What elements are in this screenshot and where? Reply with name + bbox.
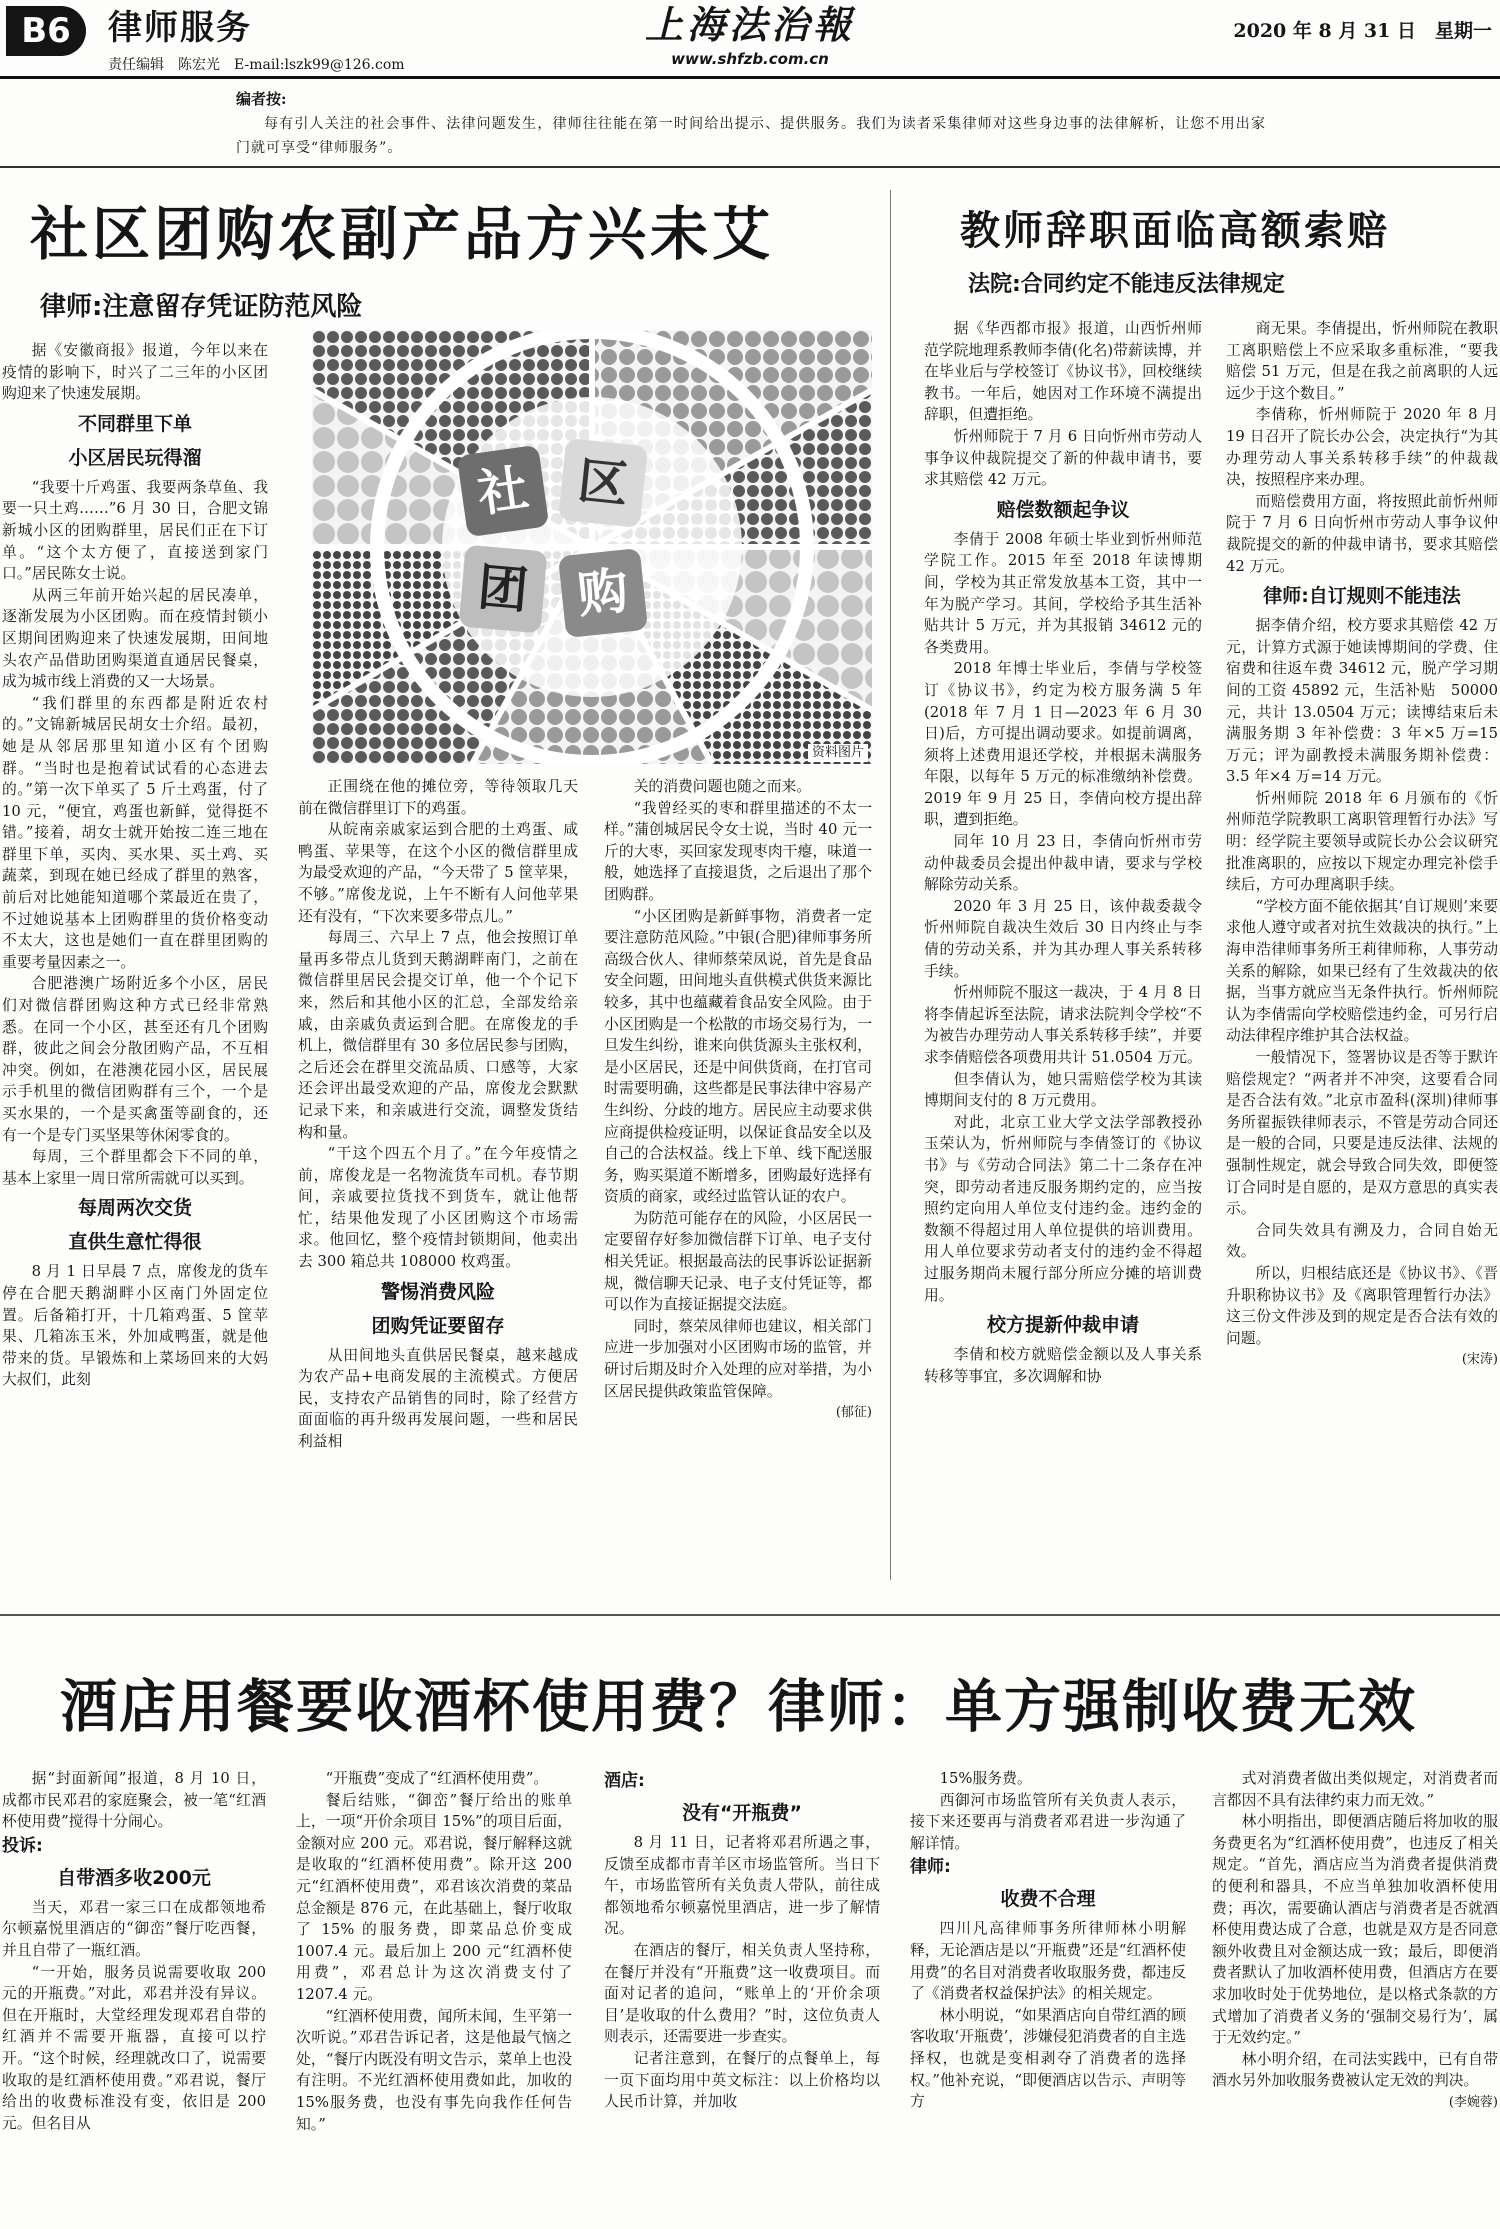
editor-line: 责任编辑 陈宏光 E-mail:lszk99@126.com <box>108 57 405 73</box>
section-label: 律师: <box>910 1857 951 1878</box>
article2-headline: 教师辞职面临高额索赔 <box>960 208 1390 254</box>
paragraph: 李倩和校方就赔偿金额以及人事关系转移等事宜，多次调解和协 <box>924 1346 1202 1385</box>
section-rule <box>0 1614 1500 1616</box>
paragraph: 据李倩介绍，校方要求其赔偿 42 万元，计算方式源于她读博期间的学费、住宿费和往返车费 34612 元，脱产学习期间的工资 45892 元，生活补贴 50000 元，共计 13.0504 万元；读博结束后未满服务期 3 年补偿费：3 年×5 万=15 万元；评为副教授未满服务期补偿费：3.5 年×4 万=14 万元。 <box>1226 617 1498 786</box>
paragraph: 同时，蔡荣凤律师也建议，相关部门应进一步加强对小区团购市场的监管，并研讨后期及时介入处理的应对举措，为小区居民提供政策监管保障。 <box>604 1317 872 1400</box>
article1-col3 <box>604 776 872 1578</box>
masthead-website: www.shfzb.com.cn <box>671 50 829 68</box>
issue-date: 2020 年 8 月 31 日 星期一 <box>1233 20 1492 42</box>
section-label: 投诉: <box>2 1835 43 1856</box>
paragraph: 而赔偿费用方面，将按照此前忻州师院于 7 月 6 日向忻州市劳动人事争议仲裁院提交的新的仲裁申请书，要求其赔偿 42 万元。 <box>1226 492 1498 575</box>
photo-caption: 资料图片 <box>808 744 868 762</box>
subheading: 校方提新仲裁申请 <box>986 1314 1139 1337</box>
paragraph: 关的消费问题也随之而来。 <box>633 778 812 795</box>
article3-byline: (李婉蓉) <box>1448 2094 1498 2110</box>
article1-photo <box>312 330 872 764</box>
paragraph: 2018 年博士毕业后，李倩与学校签订《协议书》，约定为校方服务满 5 年(2018 年 7 月 1 日—2023 年 6 月 30 日)后，方可提出调动要求。如提前调离，须将上述费用退还学校，并根据未满服务年限，以每年 5 万元的标准缴纳补偿费。2019 年 9 月 25 日，李倩向校方提出辞职，遭到拒绝。 <box>924 660 1202 829</box>
paragraph: 四川凡高律师事务所律师林小明解释，无论酒店是以“开瓶费”还是“红酒杯使用费”的名目对消费者收取服务费，都违反了《消费者权益保护法》的相关规定。 <box>910 1920 1186 2003</box>
paragraph: 一般情况下，签署协议是否等于默许赔偿规定？“两者并不冲突，这要看合同是否合法有效。”北京市盈科(深圳)律师事务所翟振铁律师表示，不管是劳动合同还是一般的合同，只要是违反法律、法规的强制性规定，就会导致合同失效，即便签订合同时是自愿的，是双方意思的真实表示。 <box>1226 1049 1498 1218</box>
paragraph: 但李倩认为，她只需赔偿学校为其读博期间支付的 8 万元费用。 <box>924 1070 1202 1110</box>
paragraph: 在酒店的餐厅，相关负责人坚持称，在餐厅并没有“开瓶费”这一收费项目。而面对记者的追问，“账单上的‘开价余项目’是收取的什么费用？”时，这位负责人则表示，还需要进一步查实。 <box>604 1941 880 2046</box>
paragraph: 8 月 1 日早晨 7 点，席俊龙的货车停在合肥天鹅湖畔小区南门外固定位置。后备箱打开，十几箱鸡蛋、5 筐苹果、几箱冻玉米，外加咸鸭蛋，就是他带来的货。早锻炼和上菜场回来的大妈大叔们，此刻 <box>2 1263 268 1389</box>
paragraph: “我们群里的东西都是附近农村的。”文锦新城居民胡女士介绍。最初，她是从邻居那里知道小区有个团购群。“当时也是抱着试试看的心态进去的。”第一次下单买了 5 斤土鸡蛋，付了 10 元，“便宜，鸡蛋也新鲜，觉得挺不错。”接着，胡女士就开始按二连三地在群里下单，买肉、买水果、买土鸡、买蔬菜，到现在她已经成了群里的熟客，前后对比她能知道哪个菜最近在贵了，不过她说基本上团购群里的货价格变动不太大，这也是她们一直在群里团购的重要考量因素之一。 <box>2 694 268 971</box>
article2-col2 <box>1226 318 1498 1580</box>
article3-col3 <box>604 1768 880 2228</box>
paragraph: 当天，邓君一家三口在成都领地希尔顿嘉悦里酒店的“御峦”餐厅吃西餐，并且自带了一瓶红酒。 <box>2 1898 266 1959</box>
subheading: 每周两次交货 <box>77 1197 192 1220</box>
paragraph: 李倩称，忻州师院于 2020 年 8 月 19 日召开了院长办公会，决定执行“为其办理劳动人事关系转移手续”的仲裁裁决，按照程序来办理。 <box>1226 406 1498 489</box>
paragraph: 从皖南亲戚家运到合肥的土鸡蛋、咸鸭蛋、苹果等，在这个小区的微信群里成为最受欢迎的产品，“今天带了 5 筐苹果，不够。”席俊龙说，上午不断有人问他苹果还有没有，“下次来要多带点儿。” <box>298 821 578 925</box>
paragraph: 正围绕在他的摊位旁，等待领取几天前在微信群里订下的鸡蛋。 <box>298 778 578 817</box>
paragraph: “红酒杯使用费，闻所未闻，生平第一次听说。”邓君告诉记者，这是他最气恼之处，“餐厅内既没有明文告示，菜单上也没有注明。不光红酒杯使用费如此，加收的 15%服务费，也没有事先向我作任何告知。” <box>296 2007 572 2133</box>
article2-subhead: 法院:合同约定不能违反法律规定 <box>968 272 1285 297</box>
paragraph: 据《安徽商报》报道，今年以来在疫情的影响下，时兴了二三年的小区团购迎来了快速发展期。 <box>2 342 268 403</box>
article3-headline: 酒店用餐要收酒杯使用费？律师：单方强制收费无效 <box>60 1674 1417 1740</box>
paragraph: “学校方面不能依据其‘自订规则’来要求他人遵守或者对抗生效裁决的执行。”上海申浩律师事务所王莉律师称，人事劳动关系的解除，如果已经有了生效裁决的依据，当事方就应当无条件执行。忻州师院认为李倩需向学校赔偿违约金，可另行启动法律程序维护其合法权益。 <box>1226 897 1498 1045</box>
paragraph: “小区团购是新鲜事物，消费者一定要注意防范风险。”中银(合肥)律师事务所高级合伙人、律师蔡荣凤说，首先是食品安全问题，田间地头直供模式供货来源比较多，其中也蕴藏着食品安全风险。由于小区团购是一个松散的市场交易行为，一旦发生纠纷，谁来向供货源头主张权利，是小区居民，还是中间供货商，在打官司时需要明确，这些都是民事法律中容易产生纠纷、分歧的地方。居民应主动要求供应商提供检疫证明，以保证食品安全以及自己的合法权益。线上下单、线下配送服务，购买渠道不断增多，团购最好选择有资质的商家，或经过监管认证的农户。 <box>604 907 872 1206</box>
paragraph: 式对消费者做出类似规定，对消费者而言都因不具有法律约束力而无效。” <box>1212 1770 1498 1809</box>
paragraph: 记者注意到，在餐厅的点餐单上，每一页下面均用中英文标注：以上价格均以人民币计算，并加收 <box>604 2049 880 2111</box>
puzzle-piece-she: 社 <box>457 445 550 538</box>
paragraph: 商无果。李倩提出，忻州师院在教职工离职赔偿上不应采取多重标准，“要我赔偿 51 万元，但是在我之前离职的人远远少于这个数目。” <box>1226 320 1498 402</box>
column-divider <box>890 190 891 1580</box>
article1-col1 <box>2 340 268 1580</box>
paragraph: “干这个四五个月了。”在今年疫情之前，席俊龙是一名物流货车司机。春节期间，亲戚要拉货找不到货车，就让他帮忙，结果他发现了小区团购这个市场需求。他回忆，整个疫情封锁期间，他卖出去 300 箱总共 108000 枚鸡蛋。 <box>298 1145 578 1271</box>
subheading: 收费不合理 <box>1000 1888 1096 1911</box>
subheading: 团购凭证要留存 <box>371 1314 505 1337</box>
article3-col1 <box>2 1768 266 2228</box>
paragraph: 据《华西都市报》报道，山西忻州师范学院地理系教师李倩(化名)带薪读博，并在毕业后与学校签订《协议书》，回校继续教书。一年后，她因对工作环境不满提出辞职，但遭拒绝。 <box>924 320 1202 424</box>
subheading: 律师:自订规则不能违法 <box>1263 585 1461 608</box>
article1-headline: 社区团购农副产品方兴未艾 <box>30 200 775 268</box>
paragraph: 每周三、六早上 7 点，他会按照订单量再多带点儿货到天鹅湖畔南门，之前在微信群里居民会提交订单，他一个个记下来，然后和其他小区的汇总，全部发给亲戚，由亲戚负责运到合肥。在席俊龙的手机上，微信群里有 30 多位居民参与团购，之后还会在群里交流品质、口感等，大家还会评出最受欢迎的产品，席俊龙会默默记录下来，和亲戚进行交流，调整发货结构和量。 <box>298 929 578 1141</box>
subheading: 直供生意忙得很 <box>68 1231 202 1254</box>
paragraph: 林小明指出，即便酒店随后将加收的服务费更名为“红酒杯使用费”，也违反了相关规定。“首先，酒店应当为消费者提供消费的便利和器具，不应当单独加收酒杯使用费；再次，需要确认酒店与消费者是否就酒杯使用费达成了合意，也就是双方是否同意额外收费且对金额达成一致；最后，即便消费者默认了加收酒杯使用费，但酒店方在要求加收时处于优势地位，是以格式条款的方式增加了消费者义务的‘强制交易行为’，属于无效约定。” <box>1212 1813 1498 2047</box>
subheading: 小区居民玩得溜 <box>68 446 202 469</box>
article1-col2 <box>298 776 578 1578</box>
paragraph: “我曾经买的枣和群里描述的不太一样。”蒲创城居民令女士说，当时 40 元一斤的大枣，买回家发现枣肉干瘪，味道一般，她选择了直接退货，之后退出了那个团购群。 <box>604 799 872 903</box>
paragraph: 餐后结账，“御峦”餐厅给出的账单上，一项“开价余项目 15%”的项目后面，金额对应 200 元。邓君说，餐厅解释这就是收取的“红酒杯使用费”。除开这 200 元“红酒杯使用费”，邓君该次消费的菜品总金额是 876 元，在此基础上，餐厅收取了 15% 的服务费，即菜品总价变成 1007.4 元。最后加上 200 元“红酒杯使用费”，邓君总计为这次消费支付了 1207.4 元。 <box>296 1791 572 2003</box>
header-rule <box>0 76 1500 79</box>
paragraph: 同年 10 月 23 日，李倩向忻州市劳动仲裁委员会提出仲裁申请，要求与学校解除劳动关系。 <box>924 833 1202 894</box>
article3-col2 <box>296 1768 572 2228</box>
note-rule <box>0 166 1500 168</box>
puzzle-piece-gou: 购 <box>558 548 648 638</box>
paragraph: 李倩于 2008 年硕士毕业到忻州师范学院工作。2015 年至 2018 年读博期间，学校为其正常发放基本工资，其中一年为脱产学习。其间，学校给予其生活补贴共计 5 万元，并为其报销 34612 元的各类费用。 <box>924 530 1202 656</box>
paragraph: 8 月 11 日，记者将邓君所遇之事，反馈至成都市青羊区市场监管所。当日下午，市场监管所有关负责人带队，前往成都领地希尔顿嘉悦里酒店，进一步了解情况。 <box>604 1834 880 1938</box>
article3-col5 <box>1212 1768 1498 2228</box>
produce-collage-graphic <box>312 330 872 764</box>
paragraph: 林小明说，“如果酒店向自带红酒的顾客收取‘开瓶费’，涉嫌侵犯消费者的自主选择权，也就是变相剥夺了消费者的选择权。”他补充说，“即便酒店以告示、声明等方 <box>910 2006 1186 2111</box>
article1-subhead: 律师:注意留存凭证防范风险 <box>40 292 363 322</box>
section-title: 律师服务 <box>108 8 252 48</box>
paragraph: 合肥港澳广场附近多个小区，居民们对微信群团购这种方式已经非常熟悉。在同一个小区，甚至还有几个团购群，彼此之间会分散团购产品，不互相冲突。例如，在港澳花园小区，居民展示手机里的微信团购群有三个，一个是买水果的，一个是买禽蛋等副食的，还有一个是专门买坚果等休闲零食的。 <box>2 975 268 1144</box>
paragraph: 忻州师院 2018 年 6 月颁布的《忻州师范学院教职工离职管理暂行办法》写明：经学院主要领导或院长办公会议研究批准离职的，应按以下规定办理完补偿手续后，方可办理离职手续。 <box>1226 789 1498 894</box>
subheading: 赔偿数额起争议 <box>996 498 1130 521</box>
paragraph: 据“封面新闻”报道，8 月 10 日，成都市民邓君的家庭聚会，被一笔“红酒杯使用费”搅得十分闹心。 <box>2 1770 266 1831</box>
paragraph: 2020 年 3 月 25 日，该仲裁委裁令忻州师院自裁决生效后 30 日内终止与李倩的劳动关系，并为其办理人事关系转移手续。 <box>924 897 1202 980</box>
paragraph: “开瓶费”变成了“红酒杯使用费”。 <box>325 1770 549 1787</box>
paragraph: 为防范可能存在的风险，小区居民一定要留存好参加微信群下订单、电子支付相关凭证。根据最高法的民事诉讼证据新规，微信聊天记录、电子支付凭证等，都可以作为直接证据提交法庭。 <box>604 1209 872 1314</box>
article2-col1 <box>924 318 1202 1580</box>
puzzle-piece-qu: 区 <box>558 438 648 528</box>
section-label: 酒店: <box>604 1771 645 1791</box>
paragraph: 每周，三个群里都会下不同的单，基本上家里一周日常所需就可以买到。 <box>2 1148 268 1187</box>
puzzle-piece-tuan: 团 <box>459 545 548 634</box>
subheading: 不同群里下单 <box>77 412 192 435</box>
subheading: 警惕消费风险 <box>380 1280 495 1303</box>
editor-note-text: 每有引人关注的社会事件、法律问题发生，律师往往能在第一时间给出提示、提供服务。我们为读者采集律师对这些身边事的法律解析，让您不用出家门就可享受“律师服务”。 <box>236 116 1266 156</box>
paragraph: “我要十斤鸡蛋、我要两条草鱼、我要一只土鸡……”6 月 30 日，合肥文锦新城小区的团购群里，居民们正在下订单。“这个太方便了，直接送到家门口。”居民陈女士说。 <box>2 478 268 583</box>
paragraph: 西御河市场监管所有关负责人表示，接下来还要再与消费者邓君进一步沟通了解详情。 <box>910 1791 1186 1852</box>
subheading: 没有“开瓶费” <box>682 1802 802 1824</box>
paragraph: 从两三年前开始兴起的居民凑单，逐渐发展为小区团购。而在疫情封锁小区期间团购迎来了快速发展期，田间地头农产品借助团购渠道直通居民餐桌，成为城市线上消费的又一大场景。 <box>2 586 268 691</box>
paragraph: 林小明介绍，在司法实践中，已有自带酒水另外加收服务费被认定无效的判决。 <box>1212 2050 1498 2090</box>
article1-byline: (郁征) <box>835 1405 872 1421</box>
paragraph: “一开始，服务员说需要收取 200 元的开瓶费。”对此，邓君并没有异议。但在开瓶时，大堂经理发现邓君自带的红酒并不需要开瓶器，直接可以拧开。“这个时候，经理就改口了，说需要收取的是红酒杯使用费。”邓君说，餐厅给出的收费标准没有变，依旧是 200 元。但名目从 <box>2 1963 266 2132</box>
paragraph: 所以，归根结底还是《协议书》、《晋升职称协议书》及《离职管理暂行办法》这三份文件涉及到的规定是否合法有效的问题。 <box>1226 1264 1498 1347</box>
paragraph: 从田间地头直供居民餐桌，越来越成为农产品+电商发展的主流模式。方便居民，支持农产品销售的同时，除了经营方面面临的再升级再发展问题，一些和居民利益相 <box>298 1346 578 1451</box>
article3-col4 <box>910 1768 1186 2228</box>
article2-byline: (宋涛) <box>1461 1352 1498 1368</box>
page-number-badge: B6 <box>6 6 86 56</box>
paragraph: 忻州师院于 7 月 6 日向忻州市劳动人事争议仲裁院提交了新的仲裁申请书，要求其赔偿 42 万元。 <box>924 427 1202 489</box>
paragraph: 忻州师院不服这一裁决，于 4 月 8 日将李倩起诉至法院，请求法院判令学校“不为被告办理劳动人事关系转移手续”，并要求李倩赔偿各项费用共计 51.0504 万元。 <box>924 984 1202 1066</box>
editor-note-label: 编者按: <box>236 90 287 108</box>
subheading: 自带酒多收200元 <box>57 1866 211 1889</box>
paragraph: 15%服务费。 <box>939 1770 1032 1787</box>
masthead-logo: 上海法治報 <box>644 2 855 47</box>
paragraph: 对此，北京工业大学文法学部教授孙玉荣认为，忻州师院与李倩签订的《协议书》与《劳动合同法》第二十二条存在冲突，即劳动者违反服务期约定的，应当按照约定向用人单位支付违约金。违约金的数额不得超过用人单位提供的培训费用。用人单位要求劳动者支付的违约金不得超过服务期尚未履行部分所应分摊的培训费用。 <box>924 1113 1202 1304</box>
paragraph: 合同失效具有溯及力，合同自始无效。 <box>1226 1221 1498 1261</box>
